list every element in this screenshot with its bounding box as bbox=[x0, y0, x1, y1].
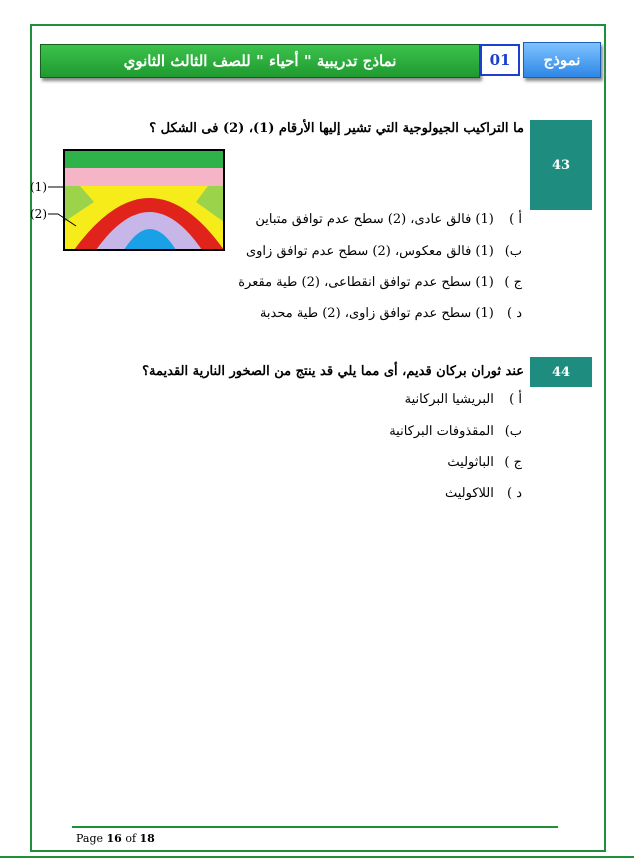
option-letter: ج ) bbox=[504, 275, 522, 290]
option-43-a[interactable] bbox=[255, 212, 522, 227]
header-title bbox=[40, 44, 480, 78]
option-text: الباثوليث bbox=[447, 455, 494, 470]
figure-label-1: (1) bbox=[30, 180, 47, 194]
option-letter: ب) bbox=[504, 244, 522, 259]
question-44-text: عند ثوران بركان قديم، أى مما يلي قد ينتج من الصخور النارية القديمة؟ bbox=[142, 364, 524, 379]
geology-figure bbox=[20, 146, 230, 252]
question-number-text: 43 bbox=[551, 157, 571, 173]
option-43-b[interactable] bbox=[246, 244, 522, 259]
option-44-b[interactable] bbox=[389, 424, 522, 439]
question-number-44 bbox=[530, 357, 592, 387]
option-text: (1) فالق عادى، (2) سطح عدم توافق متباين bbox=[255, 212, 494, 227]
option-letter: ب) bbox=[504, 424, 522, 439]
header-title-text: نماذج تدريبية " أحياء " للصف الثالث الثانوي bbox=[123, 52, 397, 70]
geology-layers-diagram bbox=[20, 146, 230, 252]
footer-total-pages: 18 bbox=[139, 832, 155, 845]
option-letter: أ ) bbox=[509, 392, 522, 407]
option-44-d[interactable] bbox=[445, 486, 522, 501]
question-number-text: 44 bbox=[551, 364, 571, 380]
model-label-text: نموذج bbox=[543, 51, 581, 69]
option-44-a[interactable] bbox=[405, 392, 522, 407]
model-number-text: 01 bbox=[489, 51, 511, 69]
option-letter: ج ) bbox=[504, 455, 522, 470]
footer-prefix: Page bbox=[76, 832, 107, 845]
option-text: اللاكوليث bbox=[444, 486, 494, 501]
option-text: المقذوفات البركانية bbox=[389, 424, 494, 439]
figure-label-2: (2) bbox=[30, 207, 47, 221]
question-number-43 bbox=[530, 120, 592, 210]
bottom-rule bbox=[0, 856, 634, 858]
option-text: (1) سطح عدم توافق انقطاعى، (2) طية مقعرة bbox=[238, 275, 494, 290]
option-43-d[interactable] bbox=[260, 306, 522, 321]
option-text: (1) فالق معكوس، (2) سطح عدم توافق زاوى bbox=[245, 244, 494, 259]
option-44-c[interactable] bbox=[447, 455, 522, 470]
option-letter: د ) bbox=[507, 306, 522, 321]
option-letter: د ) bbox=[507, 486, 522, 501]
option-text: البريشيا البركانية bbox=[404, 392, 494, 407]
option-letter: أ ) bbox=[509, 212, 522, 227]
footer-middle: of bbox=[121, 832, 140, 845]
model-number bbox=[480, 44, 520, 76]
question-43-text: ما التراكيب الجيولوجية التي تشير إليها الأرقام (1)، (2) فى الشكل ؟ bbox=[149, 121, 524, 136]
option-text: (1) سطح عدم توافق زاوى، (2) طية محدبة bbox=[259, 306, 494, 321]
model-label bbox=[523, 42, 601, 78]
option-43-c[interactable] bbox=[238, 275, 522, 290]
footer-rule bbox=[72, 826, 558, 828]
footer-current-page: 16 bbox=[106, 832, 122, 845]
page-footer bbox=[76, 832, 155, 845]
